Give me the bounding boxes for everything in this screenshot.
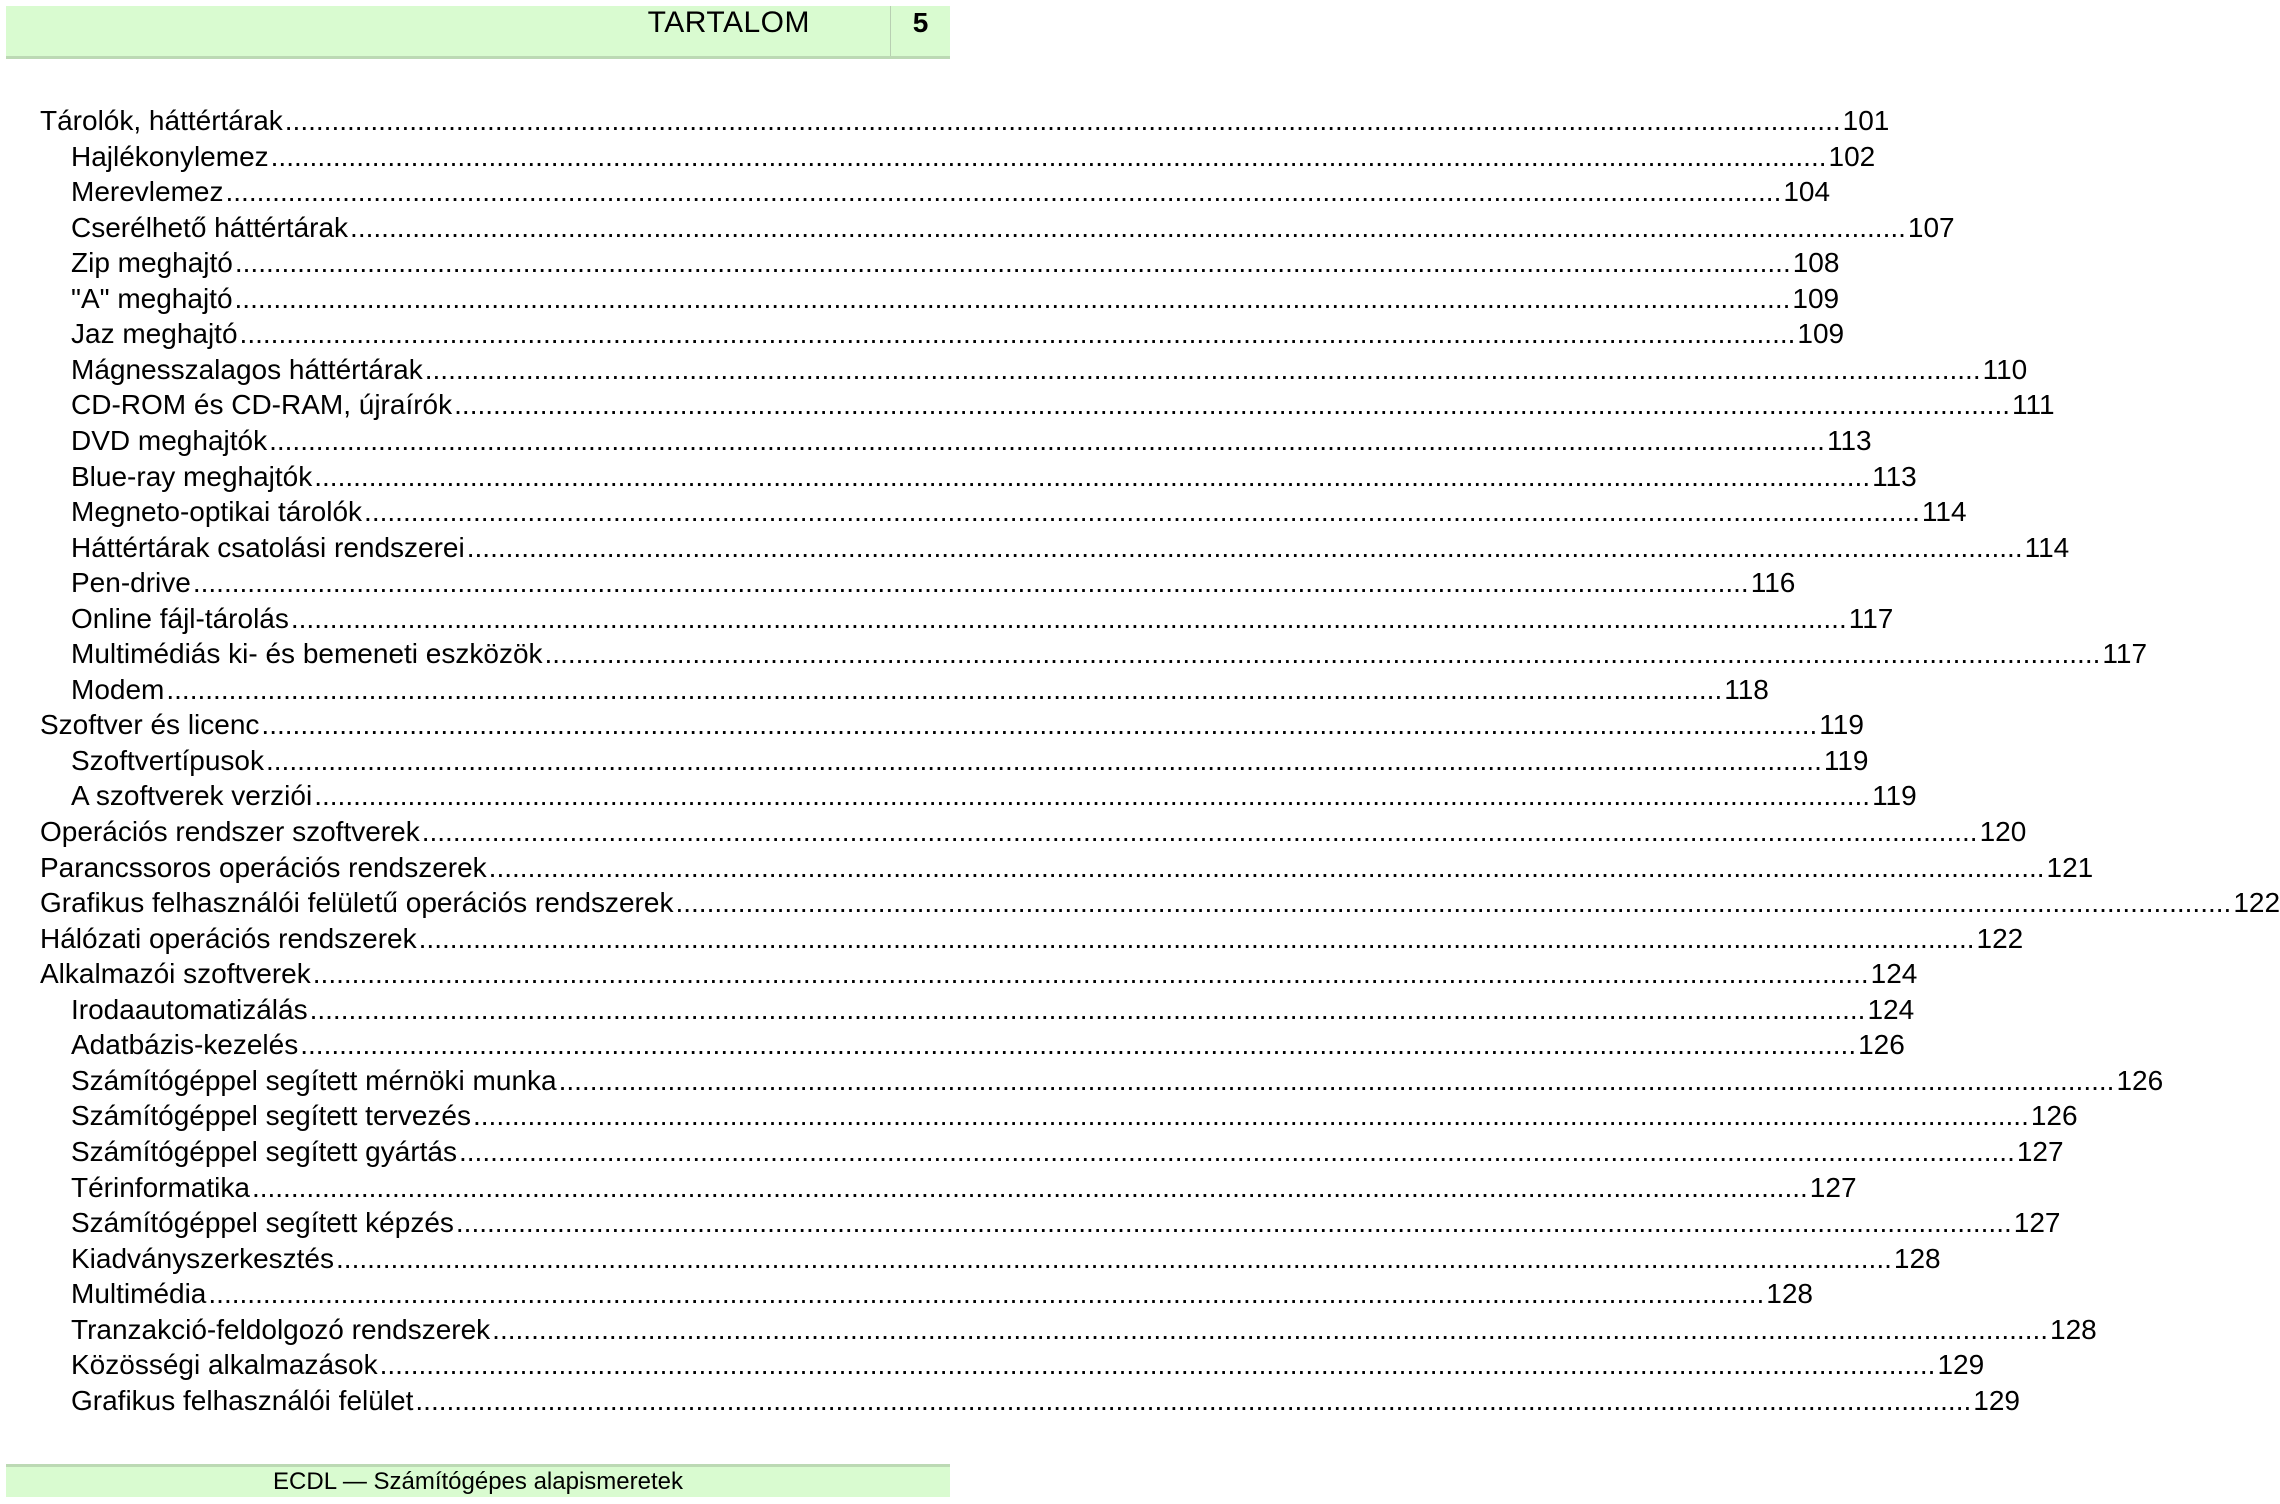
toc-dot-leader: ........................................................................................................................................................................................................ — [418, 922, 1975, 954]
toc-dot-leader: ........................................................................................................................................................................................................ — [251, 1171, 1808, 1203]
toc-dot-leader: ........................................................................................................................................................................................................ — [455, 1207, 2012, 1239]
toc-entry-title: Operációs rendszer szoftverek — [40, 816, 420, 847]
toc-entry-page: 116 — [1750, 567, 1796, 599]
toc-entry-title: Online fájl-tárolás — [71, 602, 289, 634]
toc-entry-page: 126 — [2030, 1100, 2078, 1132]
toc-entry[interactable] — [71, 1171, 1857, 1208]
toc-entry-page: 119 — [1819, 709, 1864, 741]
toc-dot-leader: ........................................................................................................................................................................................................ — [312, 958, 1869, 990]
toc-entry-title: CD-ROM és CD-RAM, újraírók — [71, 389, 453, 421]
toc-entry-page: 128 — [2050, 1313, 2097, 1345]
footer-text: ECDL — Számítógépes alapismeretek — [273, 1468, 683, 1495]
toc-entry-title: "A" meghajtó — [71, 282, 233, 314]
toc-entry-page: 122 — [2233, 887, 2280, 919]
toc-entry[interactable] — [40, 958, 1918, 994]
toc-dot-leader: ........................................................................................................................................................................................................ — [459, 1135, 2015, 1167]
toc-entry-page: 101 — [1842, 105, 1890, 136]
toc-dot-leader: ........................................................................................................................................................................................................ — [364, 496, 1920, 528]
toc-entry-title: Pen-drive — [71, 567, 191, 599]
toc-entry-title: Adatbázis-kezelés — [71, 1029, 299, 1061]
toc-entry[interactable] — [40, 887, 2280, 923]
toc-entry[interactable] — [71, 1278, 1813, 1314]
toc-entry[interactable] — [71, 602, 1894, 639]
toc-entry-page: 117 — [2102, 638, 2148, 670]
toc-entry-title: Tranzakció-feldolgozó rendszerek — [71, 1313, 491, 1345]
toc-entry-title: Számítógéppel segített képzés — [71, 1207, 454, 1239]
toc-entry-page: 109 — [1792, 282, 1840, 314]
toc-entry[interactable] — [71, 1029, 1905, 1065]
toc-dot-leader: ........................................................................................................................................................................................................ — [192, 567, 1749, 599]
toc-entry[interactable] — [40, 709, 1864, 745]
toc-entry[interactable] — [71, 424, 1872, 461]
toc-entry[interactable] — [71, 780, 1917, 816]
toc-dot-leader: ........................................................................................................................................................................................................ — [544, 638, 2101, 670]
toc-entry-title: Irodaautomatizálás — [71, 993, 308, 1025]
toc-entry-title: Parancssoros operációs rendszerek — [40, 851, 487, 883]
header-page-number: 5 — [912, 7, 929, 38]
toc-entry-title: Szoftvertípusok — [71, 744, 264, 776]
toc-entry-title: Számítógéppel segített gyártás — [71, 1135, 457, 1167]
toc-dot-leader: ........................................................................................................................................................................................................ — [675, 887, 2232, 919]
toc-entry-title: Hajlékonylemez — [71, 140, 269, 172]
toc-entry-page: 127 — [1809, 1171, 1857, 1203]
toc-entry-page: 109 — [1797, 318, 1845, 350]
toc-entry-title: Háttértárak csatolási rendszerei — [71, 531, 465, 563]
toc-entry[interactable] — [71, 140, 1876, 177]
toc-dot-leader: ........................................................................................................................................................................................................ — [558, 1064, 2115, 1096]
toc-dot-leader: ........................................................................................................................................................................................................ — [239, 318, 1796, 350]
toc-entry[interactable] — [71, 1384, 2020, 1421]
toc-entry-title: Jaz meghajtó — [71, 318, 238, 350]
toc-entry-page: 124 — [1870, 958, 1918, 990]
toc-entry-title: Térinformatika — [71, 1171, 250, 1203]
toc-entry[interactable] — [71, 1349, 1985, 1385]
toc-entry-page: 113 — [1872, 460, 1917, 492]
toc-entry-page: 127 — [2016, 1135, 2064, 1167]
toc-entry-title: Cserélhető háttértárak — [71, 211, 349, 243]
toc-entry-title: Multimédia — [71, 1278, 207, 1310]
toc-entry-page: 124 — [1867, 993, 1915, 1025]
toc-dot-leader: ........................................................................................................................................................................................................ — [424, 353, 1981, 385]
toc-entry-title: Hálózati operációs rendszerek — [40, 922, 417, 954]
toc-entry-page: 121 — [2046, 851, 2094, 883]
toc-entry-page: 120 — [1979, 816, 2027, 847]
toc-dot-leader: ........................................................................................................................................................................................................ — [300, 1029, 1857, 1061]
toc-dot-leader: ........................................................................................................................................................................................................ — [208, 1278, 1765, 1310]
toc-entry-title: Grafikus felhasználói felületű operációs rendszerek — [40, 887, 674, 919]
toc-entry-page: 107 — [1907, 211, 1955, 243]
toc-dot-leader: ........................................................................................................................................................................................................ — [350, 211, 1906, 243]
toc-entry-title: Blue-ray meghajtók — [71, 460, 313, 492]
toc-dot-leader: ........................................................................................................................................................................................................ — [454, 389, 2010, 421]
toc-dot-leader: ........................................................................................................................................................................................................ — [415, 1384, 1972, 1416]
toc-entry-title: Tárolók, háttértárak — [40, 105, 283, 136]
toc-entry-page: 127 — [2013, 1207, 2061, 1239]
toc-entry-page: 126 — [2116, 1064, 2164, 1096]
toc-entry-page: 119 — [1872, 780, 1917, 812]
toc-entry-title: DVD meghajtók — [71, 424, 268, 456]
page-header — [6, 6, 950, 56]
toc-dot-leader: ........................................................................................................................................................................................................ — [421, 816, 1978, 847]
toc-dot-leader: ........................................................................................................................................................................................................ — [336, 1242, 1892, 1274]
toc-entry-title: Kiadványszerkesztés — [71, 1242, 335, 1274]
header-title: TARTALOM — [647, 6, 810, 39]
toc-entry-page: 122 — [1976, 922, 2024, 954]
toc-entry-title: Zip meghajtó — [71, 247, 233, 279]
toc-entry[interactable] — [40, 851, 2094, 888]
toc-entry-title: Modem — [71, 673, 165, 705]
toc-entry-page: 114 — [2024, 531, 2070, 563]
toc-entry[interactable] — [40, 816, 2027, 852]
toc-dot-leader: ........................................................................................................................................................................................................ — [234, 247, 1791, 279]
toc-dot-leader: ........................................................................................................................................................................................................ — [284, 105, 1841, 136]
toc-entry-page: 117 — [1848, 602, 1894, 634]
toc-entry-page: 119 — [1823, 744, 1869, 776]
toc-entry-title: Számítógéppel segített tervezés — [71, 1100, 471, 1132]
toc-entry[interactable] — [71, 176, 1831, 212]
toc-entry[interactable] — [71, 211, 1955, 248]
toc-entry[interactable] — [71, 389, 2055, 425]
toc-dot-leader: ........................................................................................................................................................................................................ — [269, 424, 1825, 456]
toc-entry[interactable] — [71, 1135, 2064, 1172]
toc-entry[interactable] — [71, 638, 2148, 674]
toc-entry-page: 108 — [1792, 247, 1840, 279]
toc-entry[interactable] — [71, 1313, 2097, 1350]
toc-entry-page: 111 — [2012, 389, 2055, 421]
toc-entry-page: 104 — [1783, 176, 1831, 208]
toc-entry-page: 128 — [1766, 1278, 1813, 1310]
toc-entry-title: Merevlemez — [71, 176, 224, 208]
toc-entry-page: 114 — [1921, 496, 1967, 528]
toc-entry-page: 128 — [1893, 1242, 1941, 1274]
toc-entry-title: A szoftverek verziói — [71, 780, 313, 812]
toc-dot-leader: ........................................................................................................................................................................................................ — [261, 709, 1818, 741]
toc-entry-title: Közösségi alkalmazások — [71, 1349, 378, 1381]
toc-entry-page: 126 — [1858, 1029, 1905, 1061]
toc-entry-title: Alkalmazói szoftverek — [40, 958, 311, 990]
toc-entry[interactable] — [71, 673, 1769, 710]
toc-entry[interactable] — [71, 496, 1967, 532]
toc-entry[interactable] — [40, 105, 1890, 141]
toc-entry[interactable] — [71, 567, 1796, 603]
toc-dot-leader: ........................................................................................................................................................................................................ — [314, 780, 1871, 812]
toc-entry-page: 102 — [1828, 140, 1876, 172]
toc-entry[interactable] — [71, 1207, 2061, 1243]
toc-entry-title: Grafikus felhasználói felület — [71, 1384, 414, 1416]
toc-entry[interactable] — [71, 282, 1840, 319]
toc-dot-leader: ........................................................................................................................................................................................................ — [166, 673, 1723, 705]
toc-entry-page: 129 — [1973, 1384, 2020, 1416]
toc-entry[interactable] — [71, 1064, 2164, 1101]
toc-entry[interactable] — [40, 922, 2024, 959]
toc-entry-page: 110 — [1982, 353, 2028, 385]
toc-entry-title: Mágnesszalagos háttértárak — [71, 353, 423, 385]
toc-entry[interactable] — [71, 247, 1840, 283]
toc-entry-title: Számítógéppel segített mérnöki munka — [71, 1064, 557, 1096]
toc-entry-title: Megneto-optikai tárolók — [71, 496, 363, 528]
toc-dot-leader: ........................................................................................................................................................................................................ — [488, 851, 2045, 883]
toc-dot-leader: ........................................................................................................................................................................................................ — [290, 602, 1847, 634]
toc-entry[interactable] — [71, 531, 2070, 568]
toc-dot-leader: ........................................................................................................................................................................................................ — [309, 993, 1866, 1025]
toc-entry-page: 113 — [1826, 424, 1872, 456]
toc-dot-leader: ........................................................................................................................................................................................................ — [234, 282, 1791, 314]
toc-dot-leader: ........................................................................................................................................................................................................ — [492, 1313, 2049, 1345]
toc-dot-leader: ........................................................................................................................................................................................................ — [270, 140, 1827, 172]
toc-entry[interactable] — [71, 744, 1869, 781]
toc-dot-leader: ........................................................................................................................................................................................................ — [466, 531, 2023, 563]
toc-entry[interactable] — [71, 1100, 2078, 1136]
toc-dot-leader: ........................................................................................................................................................................................................ — [314, 460, 1871, 492]
toc-entry[interactable] — [71, 353, 2028, 390]
toc-entry[interactable] — [71, 318, 1845, 354]
toc-dot-leader: ........................................................................................................................................................................................................ — [225, 176, 1782, 208]
toc-entry[interactable] — [71, 460, 1917, 497]
toc-entry[interactable] — [71, 1242, 1941, 1279]
toc-dot-leader: ........................................................................................................................................................................................................ — [265, 744, 1822, 776]
toc-dot-leader: ........................................................................................................................................................................................................ — [379, 1349, 1936, 1381]
toc-entry-title: Szoftver és licenc — [40, 709, 260, 741]
toc-dot-leader: ........................................................................................................................................................................................................ — [473, 1100, 2029, 1132]
toc-entry-page: 129 — [1937, 1349, 1985, 1381]
page-footer — [6, 1467, 950, 1497]
toc-entry[interactable] — [71, 993, 1915, 1030]
toc-entry-title: Multimédiás ki- és bemeneti eszközök — [71, 638, 543, 670]
toc-entry-page: 118 — [1724, 673, 1769, 705]
